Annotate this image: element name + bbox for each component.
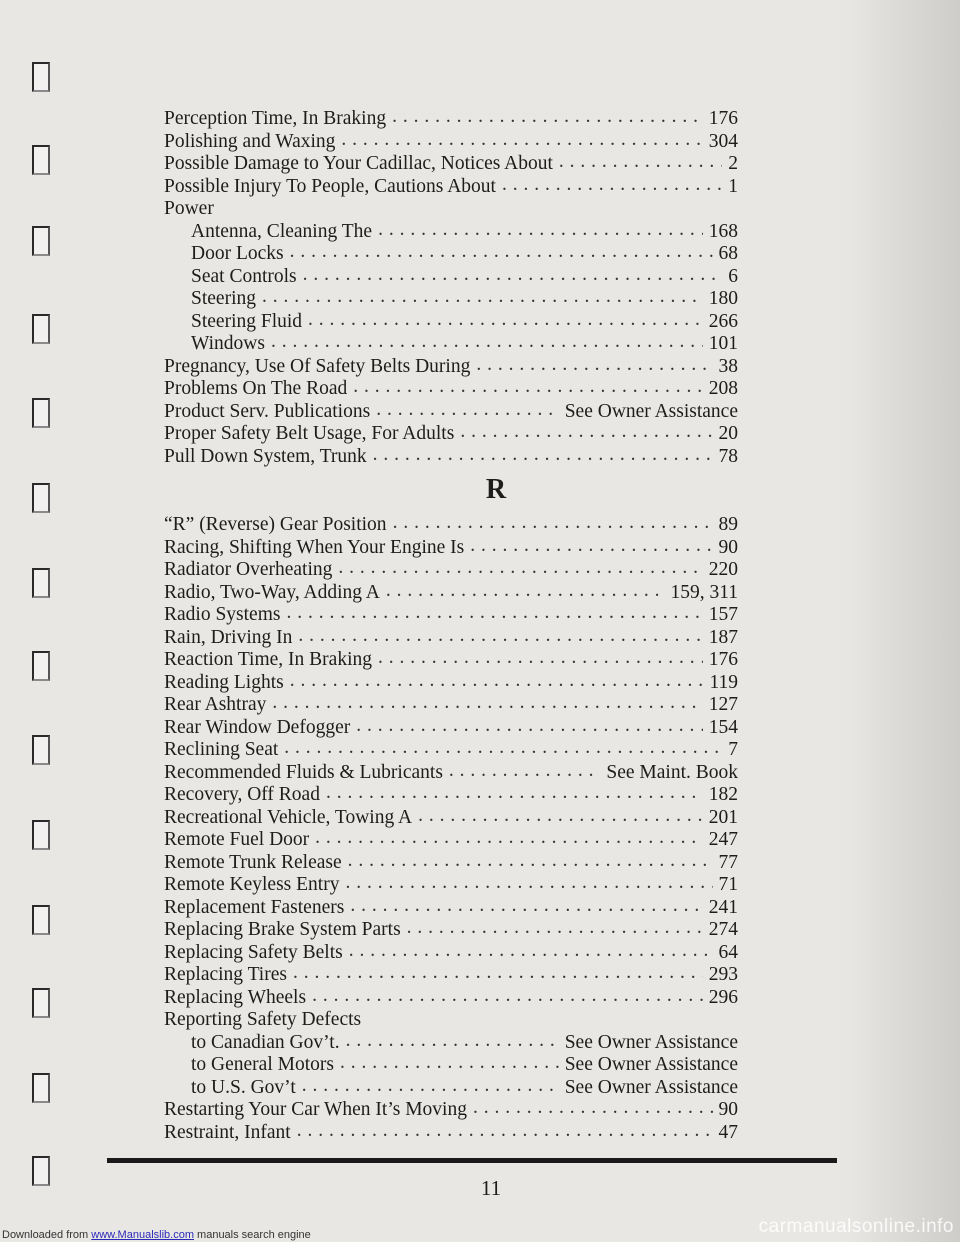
index-page-ref: 157 [708,604,738,625]
index-page-ref: 89 [718,514,738,535]
index-list-r [164,514,738,1144]
page-number: 11 [480,1176,502,1200]
index-term: Problems On The Road [164,378,348,399]
index-entry [164,401,738,424]
index-term: Replacing Tires [164,964,287,985]
index-page-ref: 176 [708,649,738,670]
index-term: Replacement Fasteners [164,896,345,918]
index-entry [164,1122,738,1145]
index-entry [164,1032,738,1055]
index-entry [164,198,738,221]
index-page-ref: 182 [708,784,738,805]
dot-leader [376,399,559,422]
dot-leader [346,1030,559,1053]
index-term: Recreational Vehicle, Towing A [164,806,413,828]
index-term: Replacing Brake System Parts [164,919,401,940]
index-entry [164,942,738,965]
index-entry [164,243,738,266]
index-entry [164,176,738,199]
index-term: Rain, Driving In [164,626,293,648]
index-entry [164,627,738,650]
index-term: Radiator Overheating [164,559,333,580]
dot-leader [338,557,702,580]
index-term: Reading Lights [164,671,284,693]
index-page-ref: 78 [718,445,738,467]
page-edge-shadow [845,0,960,1242]
index-page-ref: 266 [708,310,738,332]
index-term: Recovery, Off Road [164,784,320,805]
index-page-ref: 220 [708,559,738,580]
binder-tab [32,651,50,681]
index-term: Rear Ashtray [164,694,267,715]
index-entry [164,311,738,334]
index-term: Reaction Time, In Braking [164,649,372,670]
index-term: Pregnancy, Use Of Safety Belts During [164,355,471,377]
footer-rule [107,1158,837,1163]
index-term: to U.S. Gov’t [191,1076,296,1098]
binder-tab [32,735,50,765]
index-term: to Canadian Gov’t. [191,1031,340,1053]
dot-leader [271,331,703,354]
index-page-ref: 274 [708,919,738,940]
dot-leader [286,602,702,625]
index-term: Replacing Safety Belts [164,941,343,963]
index-term: Possible Injury To People, Cautions About [164,175,496,197]
dot-leader [341,129,702,152]
dot-leader [262,286,703,309]
index-entry [164,649,738,672]
dot-leader [460,421,712,444]
dot-leader [349,940,713,963]
index-term: Antenna, Cleaning The [191,220,373,242]
index-entry [164,266,738,289]
index-term: Restraint, Infant [164,1121,291,1143]
index-page-ref: 6 [728,265,738,287]
index-entry [164,446,738,469]
index-entry [164,153,738,176]
index-entry [164,1054,738,1077]
index-term: Remote Trunk Release [164,851,342,873]
binder-tab [32,145,50,175]
dot-leader [470,535,712,558]
index-page-ref: See Owner Assistance [564,1031,738,1053]
index-term: Radio, Two-Way, Adding A [164,581,380,603]
index-term: Racing, Shifting When Your Engine Is [164,536,465,558]
index-page-ref: 180 [708,288,738,309]
index-entry [164,1099,738,1122]
dot-leader [326,782,703,805]
index-page-ref: 77 [718,851,738,873]
index-page-ref: 2 [728,153,738,174]
manualslib-link[interactable]: www.Manualslib.com [91,1229,194,1241]
index-entry [164,356,738,379]
index-entry [164,537,738,560]
index-page-ref: 90 [718,536,738,558]
index-page-ref: 293 [708,964,738,985]
index-entry [164,717,738,740]
index-page-ref: 304 [708,130,738,152]
index-term: Windows [191,333,265,354]
index-page-ref: 176 [708,108,738,129]
index-page-ref: See Owner Assistance [564,1076,738,1098]
index-term: Reclining Seat [164,739,279,760]
index-term: Radio Systems [164,604,281,625]
index-entry [164,221,738,244]
dot-leader [407,917,703,940]
download-footer [2,1229,311,1241]
index-term: Perception Time, In Braking [164,108,387,129]
index-page-ref: 119 [709,671,738,693]
index-page-ref: 71 [718,874,738,895]
index-term: “R” (Reverse) Gear Position [164,514,387,535]
binder-tab [32,1073,50,1103]
binder-tab [32,905,50,935]
index-page-ref: 201 [708,806,738,828]
dot-leader [345,872,712,895]
index-page-ref: 68 [718,243,738,264]
dot-leader [502,174,722,197]
binder-tab [32,226,50,256]
index-entry [164,131,738,154]
index-entry [164,582,738,605]
index-entry [164,897,738,920]
index-term: Rear Window Defogger [164,716,351,738]
index-page-ref: 7 [728,739,738,760]
index-list-p [164,108,738,468]
index-term: Seat Controls [191,265,297,287]
index-entry [164,1009,738,1032]
index-page-ref: See Owner Assistance [564,400,738,422]
index-term: Possible Damage to Your Cadillac, Notices About [164,153,553,174]
dot-leader [559,151,722,174]
binder-tab [32,314,50,344]
index-entry [164,378,738,401]
dot-leader [378,219,703,242]
index-page-ref: 1 [728,175,738,197]
dot-leader [340,1052,559,1075]
index-term: Door Locks [191,243,284,264]
index-page-ref: 90 [718,1099,738,1120]
dot-leader [386,580,665,603]
binder-tabs [22,0,52,1242]
index-page-ref: 241 [708,896,738,918]
dot-leader [378,647,703,670]
index-term: Replacing Wheels [164,986,307,1008]
index-entry [164,694,738,717]
dot-leader [418,805,703,828]
index-entry [164,423,738,446]
index-term: Polishing and Waxing [164,130,336,152]
index-entry [164,829,738,852]
index-page-ref: 208 [708,378,738,399]
binder-tab [32,820,50,850]
index-entry [164,807,738,830]
dot-leader [293,962,703,985]
index-entry [164,852,738,875]
dot-leader [393,512,713,535]
footer-prefix: Downloaded from [2,1229,92,1241]
index-term: Reporting Safety Defects [164,1009,362,1030]
dot-leader [272,692,702,715]
dot-leader [476,354,712,377]
dot-leader [373,444,713,467]
index-page-ref: 154 [708,716,738,738]
dot-leader [303,264,723,287]
index-entry [164,919,738,942]
dot-leader [284,737,722,760]
index-page-ref: 187 [708,626,738,648]
dot-leader [392,106,703,129]
binder-tab [32,398,50,428]
index-term: Steering Fluid [191,310,303,332]
dot-leader [312,985,703,1008]
index-page-ref: 296 [708,986,738,1008]
dot-leader [356,715,703,738]
index-entry [164,874,738,897]
dot-leader [298,625,702,648]
index-page-ref: See Owner Assistance [564,1054,738,1075]
index-term: Proper Safety Belt Usage, For Adults [164,423,455,444]
index-term: to General Motors [191,1054,334,1075]
index-entry [164,514,738,537]
index-entry [164,108,738,131]
dot-leader [315,827,703,850]
index-page-ref: 64 [718,941,738,963]
section-heading: R [485,474,507,505]
dot-leader [297,1120,713,1143]
index-entry [164,964,738,987]
index-page-ref: 127 [708,694,738,715]
index-page-ref: 20 [718,423,738,444]
index-entry [164,288,738,311]
footer-suffix: manuals search engine [193,1229,311,1241]
dot-leader [290,241,713,264]
index-term: Remote Keyless Entry [164,874,340,895]
dot-leader [353,376,702,399]
dot-leader [290,670,704,693]
watermark: carmanualsonline.info [758,1216,954,1237]
dot-leader [308,309,703,332]
index-term: Product Serv. Publications [164,400,371,422]
index-entry [164,1077,738,1100]
index-entry [164,672,738,695]
index-term: Power [164,198,214,219]
index-entry [164,762,738,785]
dot-leader [350,895,702,918]
index-term: Recommended Fluids & Lubricants [164,761,443,783]
index-page-ref: 168 [708,220,738,242]
index-page-ref: See Maint. Book [606,761,738,783]
index-entry [164,987,738,1010]
index-entry [164,739,738,762]
index-page-ref: 247 [708,829,738,850]
index-term: Pull Down System, Trunk [164,445,367,467]
binder-tab [32,62,50,92]
index-entry [164,559,738,582]
index-term: Steering [191,288,256,309]
index-page-ref: 101 [708,333,738,354]
dot-leader [449,760,600,783]
index-term: Remote Fuel Door [164,829,310,850]
index-entry [164,333,738,356]
index-page-ref: 159, 311 [670,581,738,603]
index-page-ref: 38 [718,355,738,377]
index-term: Restarting Your Car When It’s Moving [164,1099,467,1120]
binder-tab [32,988,50,1018]
dot-leader [302,1075,559,1098]
binder-tab [32,568,50,598]
dot-leader [473,1097,713,1120]
index-page-ref: 47 [718,1121,738,1143]
dot-leader [348,850,713,873]
index-entry [164,604,738,627]
index-entry [164,784,738,807]
